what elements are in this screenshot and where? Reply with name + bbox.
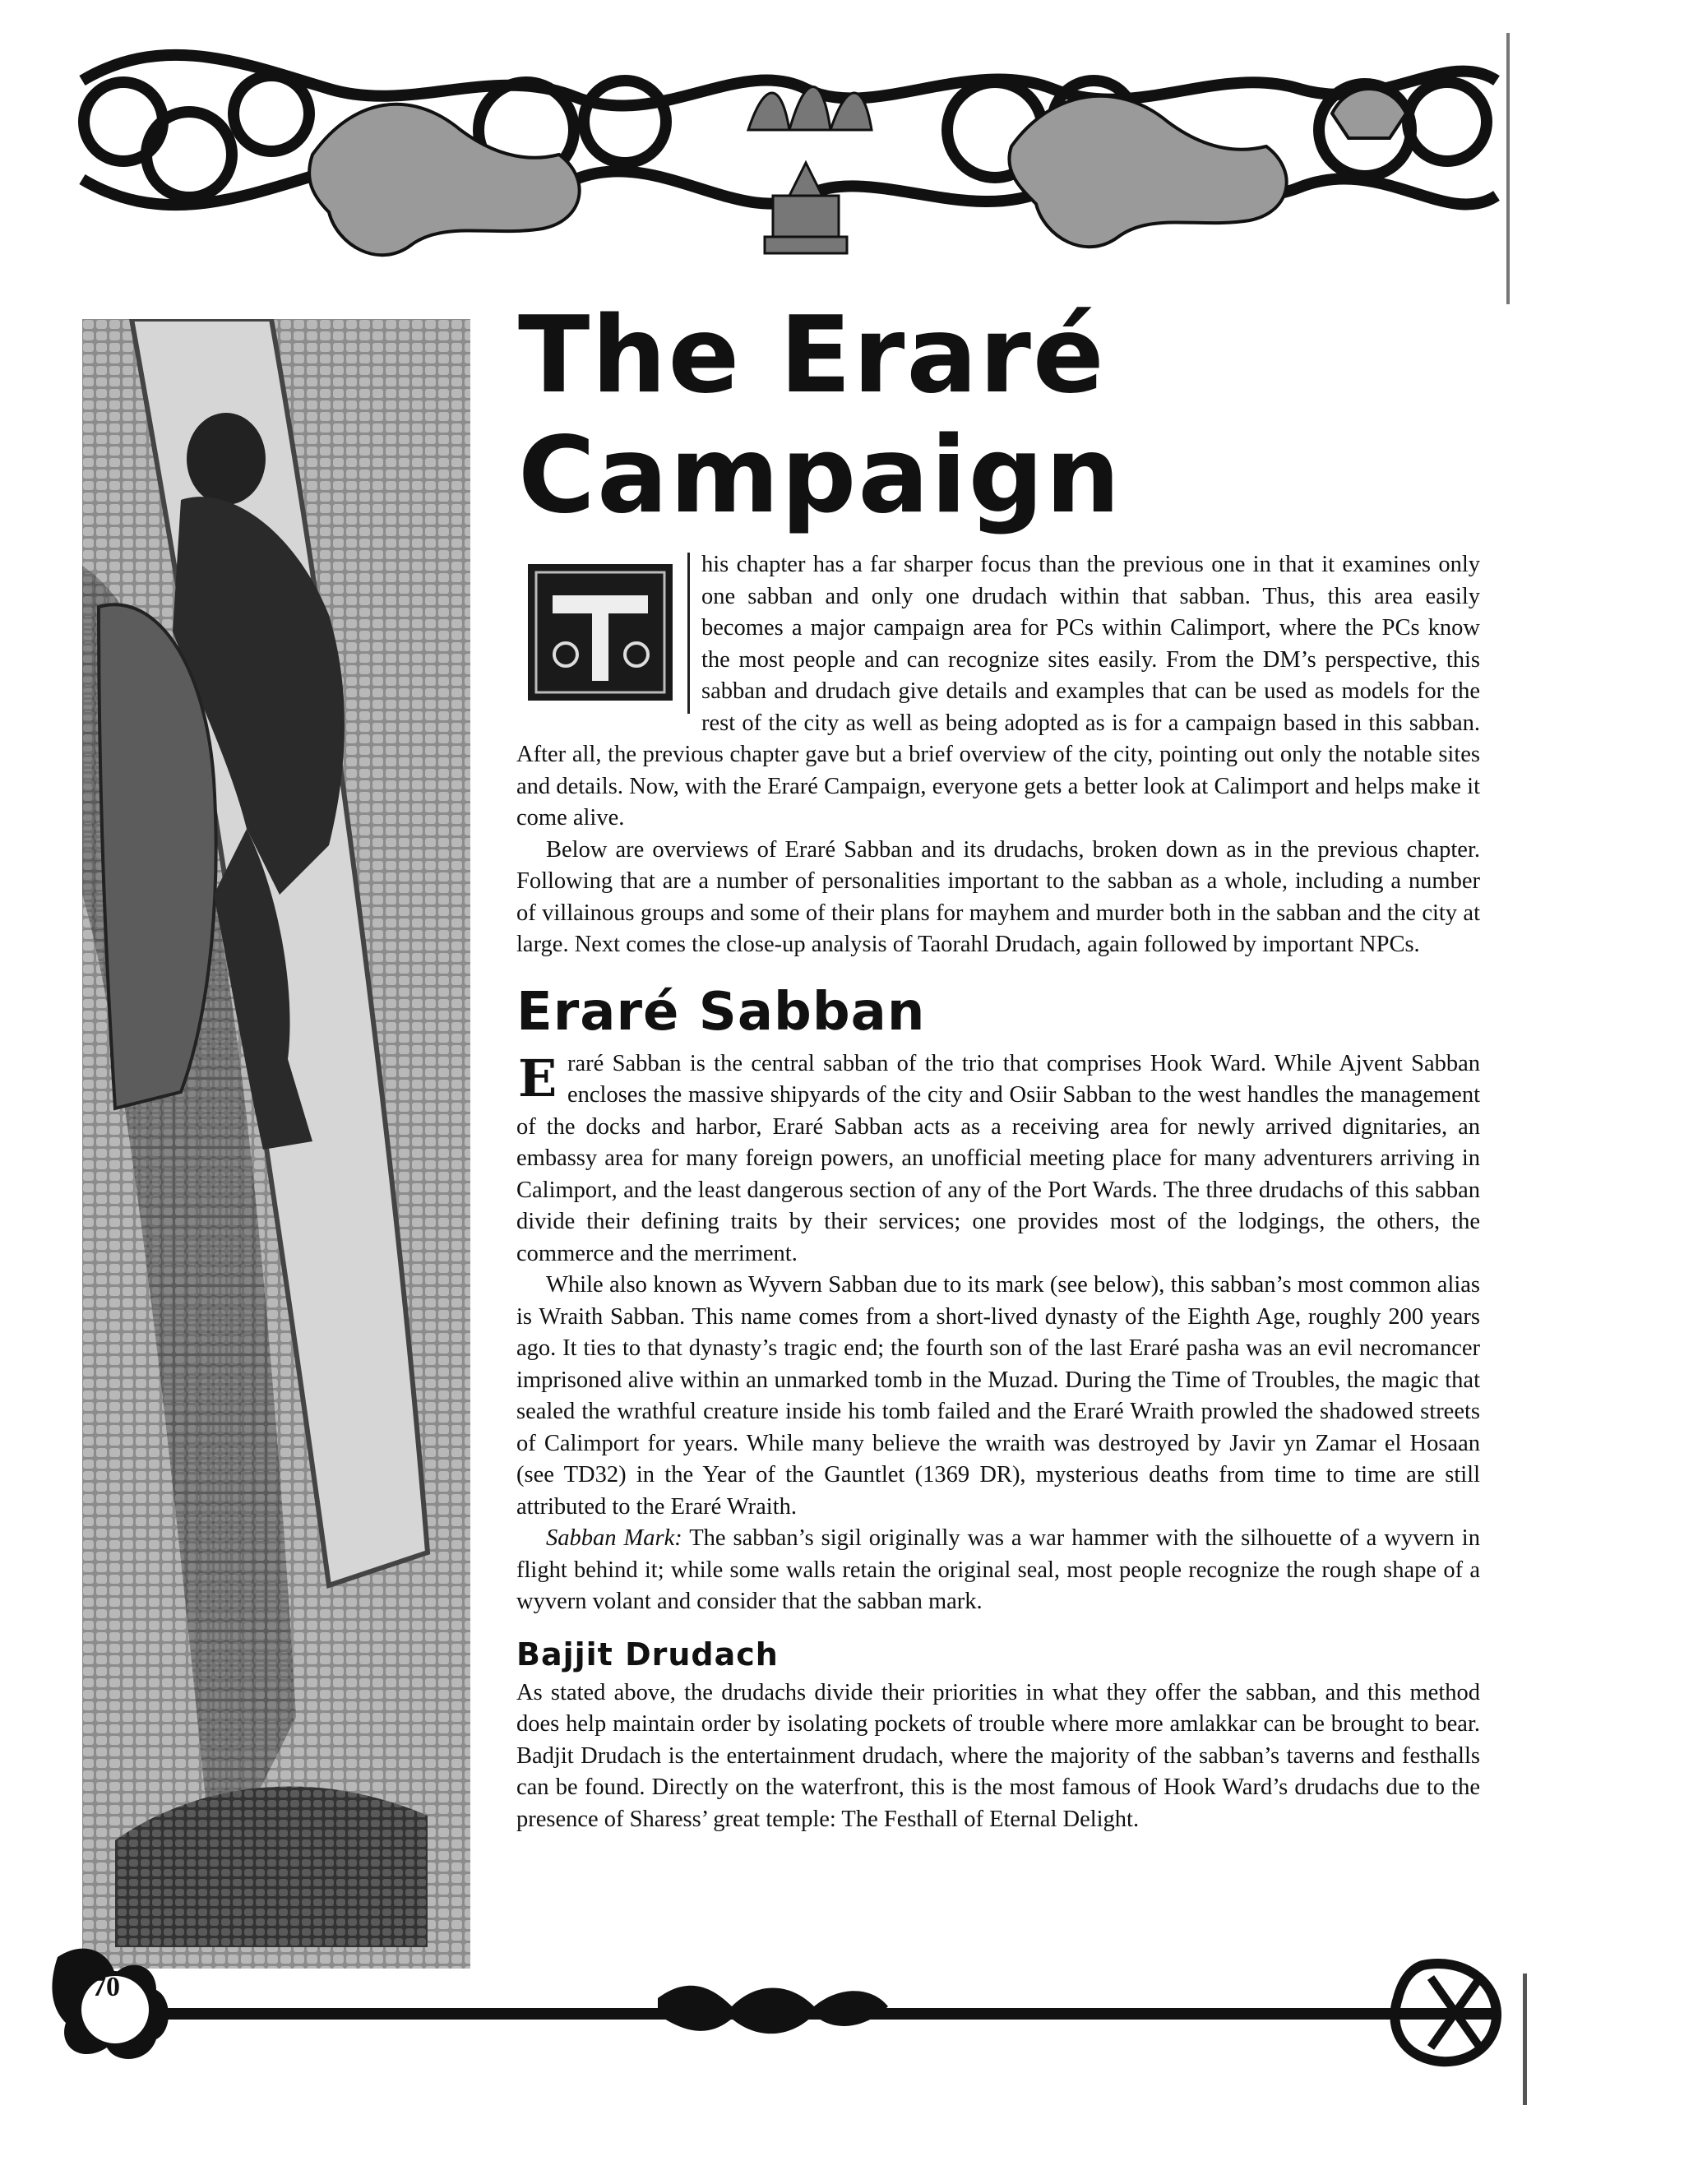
ornamental-footer-rule <box>33 1908 1538 2105</box>
drudach-paragraph: As stated above, the drudachs divide their priorities in what they offer the sabban, and this method does help maintain order by isolating pockets of trouble where more amlakkar can be brought to bear. Badjit Drudach is the entertainment drudach, where the majority of the sabban’s taverns and festhalls can be found. Directly on the waterfront, this is the most famous of Hook Ward’s drudachs due to the presence of Sharess’ great temple: The Festhall of Eternal Delight. <box>516 1679 1480 1832</box>
sabban-paragraph-2: While also known as Wyvern Sabban due to its mark (see below), this sabban’s most common alias is Wraith Sabban. This name comes from a short-lived dynasty of the Eighth Age, roughly 200 years ago. It ties to that dynasty’s tragic end; the fourth son of the last Eraré pasha was an evil necromancer imprisoned alive within an unmarked tomb in the Muzad. During the Time of Troubles, the magic that sealed the wrathful creature inside his tomb failed and the Eraré Wraith prowled the shadowed streets of Calimport for years. While many believe the wraith was destroyed by Javir yn Zamar el Hosaan (see TD32) in the Year of the Gauntlet (1369 DR), mysterious deaths from time to time are still attributed to the Eraré Wraith. <box>516 1272 1480 1520</box>
page-edge-rule <box>1506 33 1510 304</box>
intro-paragraph <box>516 549 1480 835</box>
intro-text: his chapter has a far sharper focus than the previous one in that it examines only one sabban and only one drudach within that sabban. Thus, this area easily becomes a major campaign area for PCs within Calimport, where the PCs know the most people and can recognize sites easily. From the DM’s perspective, this sabban and drudach give details and examples that can be used as models for the rest of the city as well as being adopted as is for a campaign based in this sabban. After all, the previous chapter gave but a brief overview of the city, pointing out only the notable sites and details. Now, with the Eraré Campaign, everyone gets a better look at Calimport and helps make it come alive. <box>516 552 1480 831</box>
dropcap-letter-E: E <box>518 1051 557 1104</box>
sabban-paragraph-1-text: raré Sabban is the central sabban of the trio that comprises Hook Ward. While Ajvent Sabban encloses the massive shipyards of the city and Osiir Sabban to the west handles the management of the docks and harbor, Eraré Sabban acts as a receiving area for newly arrived dignitaries, an embassy area for many foreign powers, an unofficial meeting place for many adventurers arriving in Calimport, and the least dangerous section of any of the Port Wards. The three drudachs of this sabban divide their defining traits by their services; one provides most of the lodgings, the others, the commerce and the merriment. <box>516 1050 1480 1266</box>
blackletter-dropcap-E <box>516 1052 561 1104</box>
sabban-mark-text: The sabban’s sigil originally was a war hammer with the silhouette of a wyvern in flight behind it; while some walls retain the original seal, most people recognize the rough shape of a wyvern volant and consider that the sabban mark. <box>516 1525 1480 1614</box>
intro-paragraph-2: Below are overviews of Eraré Sabban and its drudachs, broken down as in the previous chapter. Following that are a number of personalities important to the sabban as a whole, including a number of villainous groups and some of their plans for mayhem and murder both in the sabban and the city at large. Next comes the close-up analysis of Taorahl Drudach, again followed by important NPCs. <box>516 836 1480 957</box>
ornate-dropcap-T <box>516 553 690 714</box>
title-line-1: The Eraré <box>518 294 1106 417</box>
main-text-column <box>516 549 1480 1835</box>
page-title <box>518 296 1258 536</box>
page-number: 70 <box>92 1972 120 2002</box>
section-heading-bajjit-drudach: Bajjit Drudach <box>516 1636 779 1673</box>
sabban-mark-label: Sabban Mark: <box>546 1525 682 1551</box>
mosaic-man-climbing-pillar <box>82 319 470 1969</box>
section-heading-erare-sabban: Eraré Sabban <box>516 981 926 1043</box>
sabban-mark-paragraph <box>516 1523 1480 1618</box>
title-line-2: Campaign <box>518 414 1122 537</box>
celtic-knotwork-dragons-banner <box>66 31 1513 288</box>
sabban-paragraph-1 <box>516 1048 1480 1270</box>
